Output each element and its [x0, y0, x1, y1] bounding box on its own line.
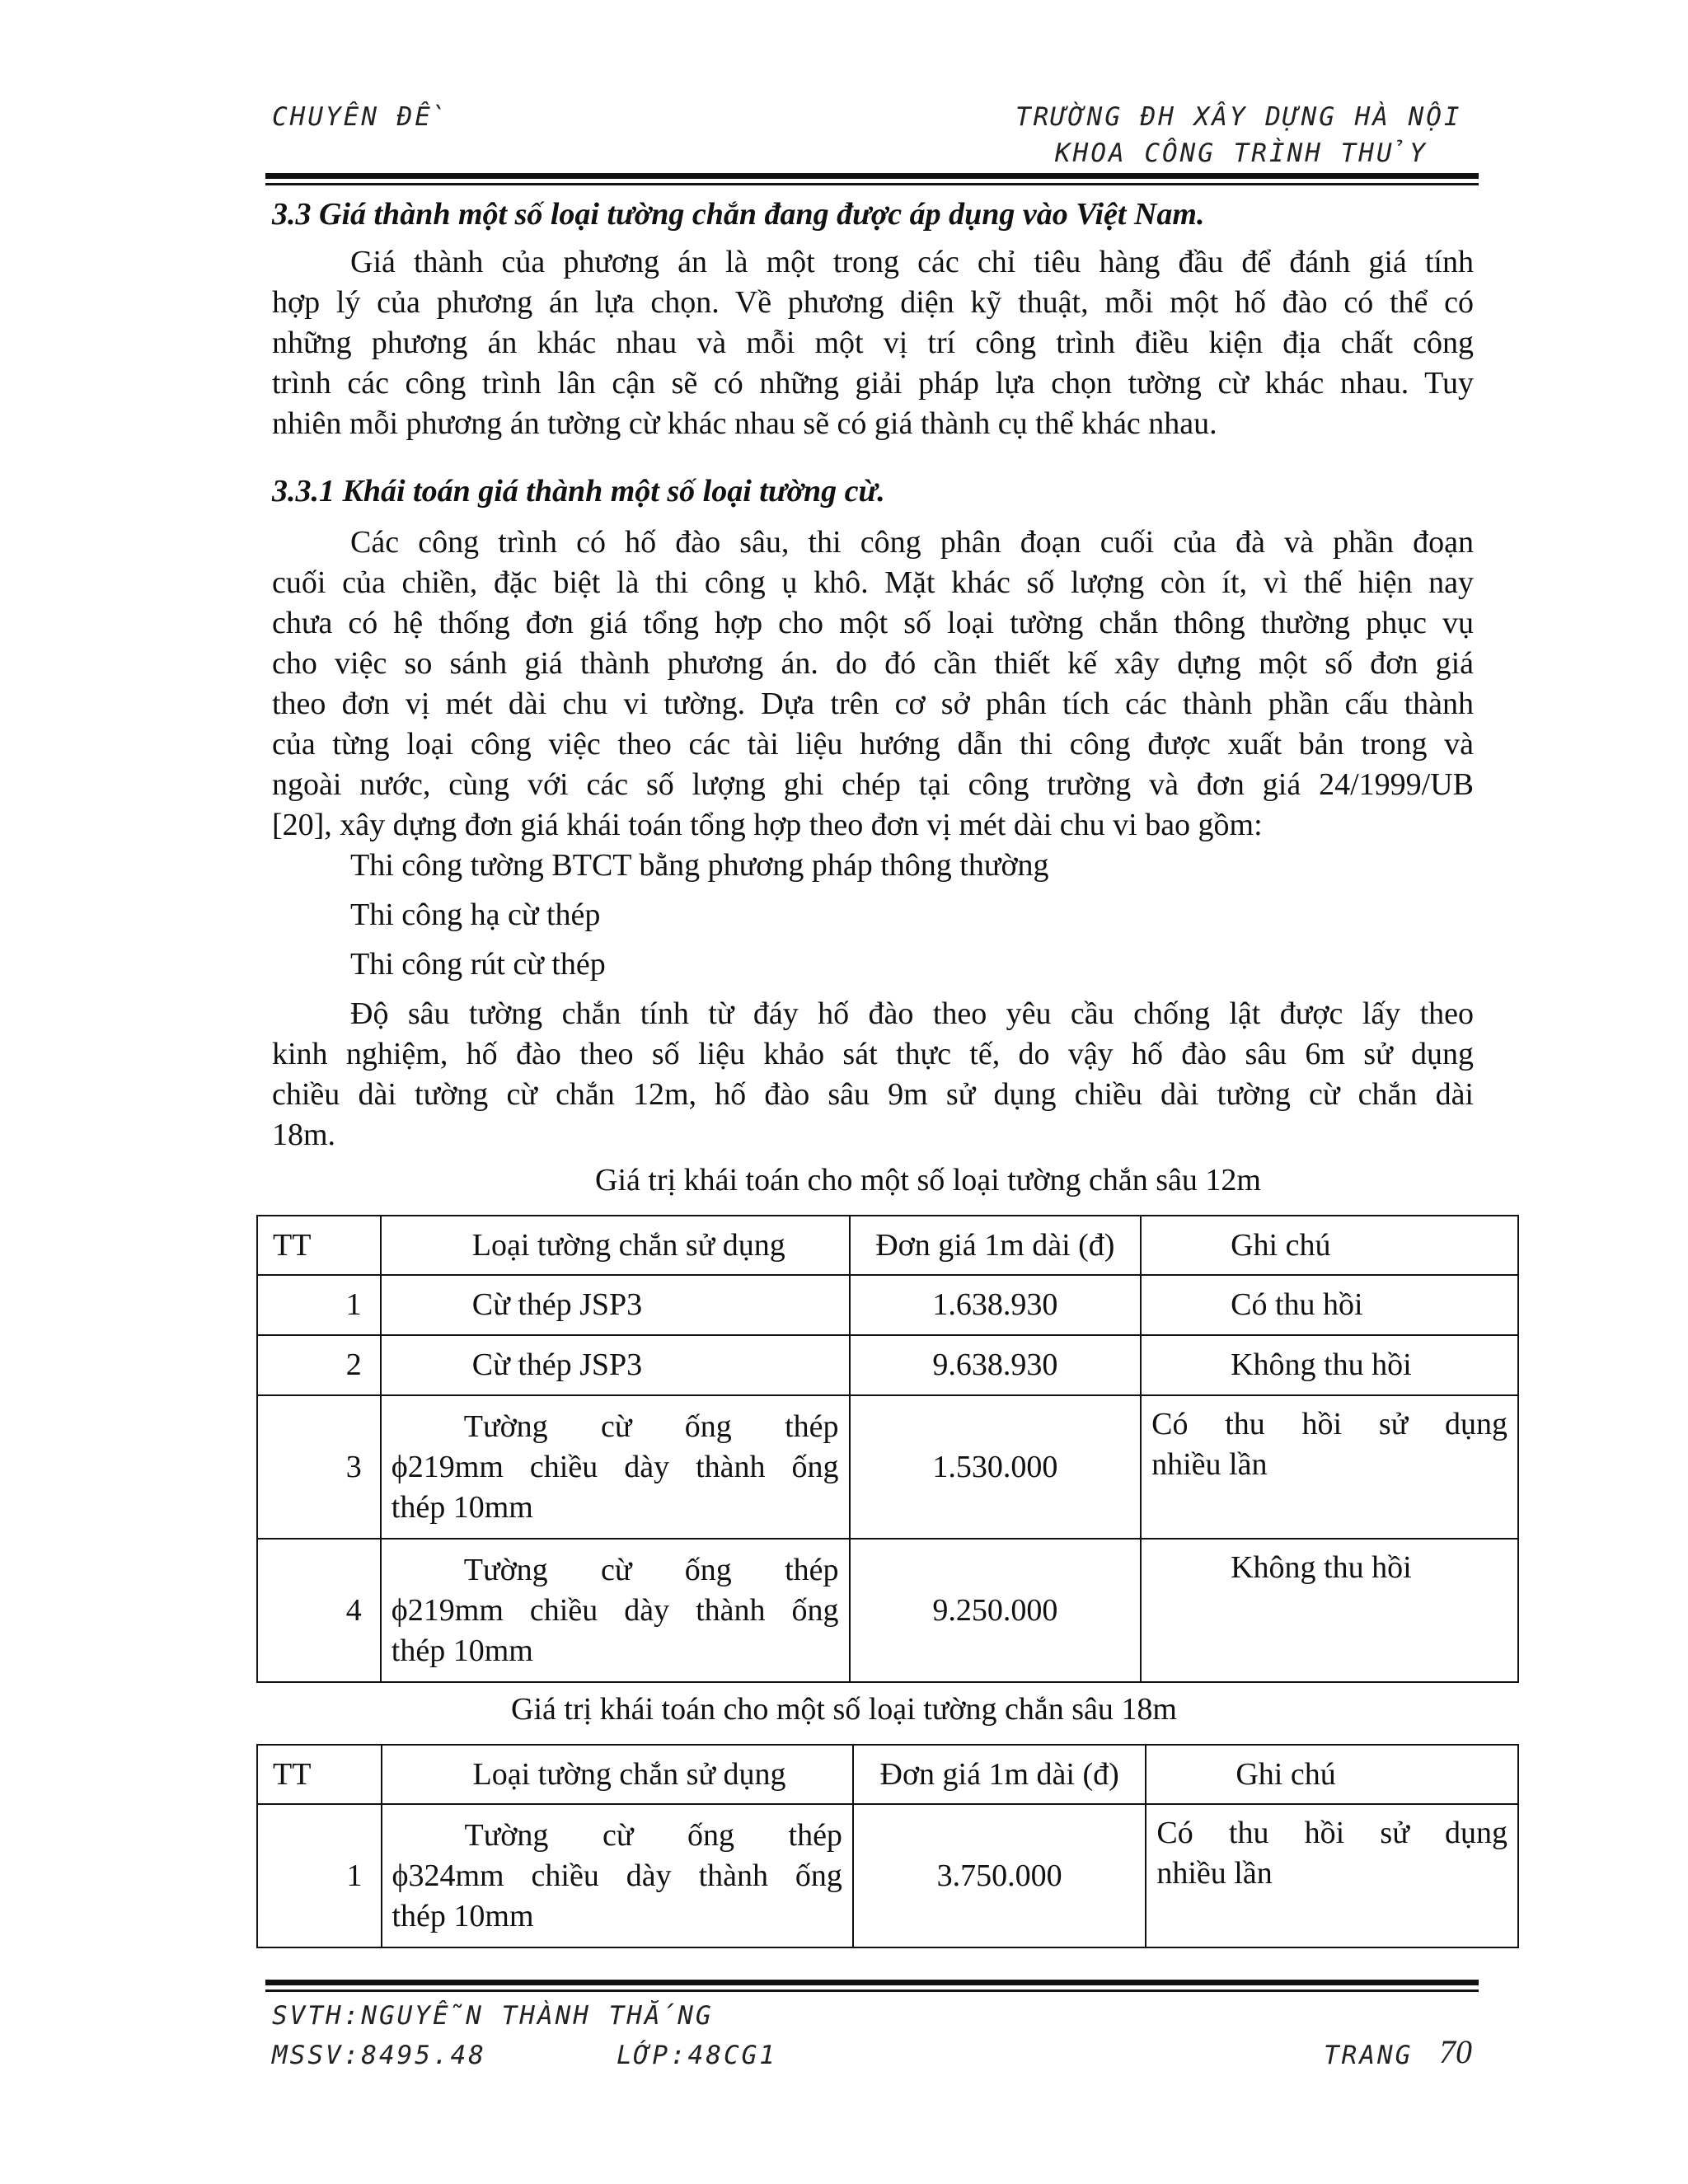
cell-tt: 4 — [257, 1539, 381, 1682]
subsection-title: 3.3.1 Khái toán giá thành một số loại tường cừ. — [272, 474, 885, 509]
paragraph-line: 18m. — [272, 1118, 336, 1152]
cell-dongia: 3.750.000 — [853, 1804, 1146, 1947]
cell-loai-line: Tường cừ ống thép — [463, 1408, 839, 1444]
cell-loai-line: thép 10mm — [391, 1633, 533, 1668]
paragraph-line: nhiên mỗi phương án tường cừ khác nhau sẽ có giá thành cụ thể khác nhau. — [272, 406, 1217, 441]
footer-mssv: MSSV:8495.48 — [272, 2041, 486, 2070]
header-right-line1: TRƯỜNG ĐH XÂY DỰNG HÀ NỘI — [1015, 102, 1462, 132]
cell-ghichu: Không thu hồi — [1141, 1539, 1518, 1682]
cell-loai-line: thép 10mm — [391, 1489, 533, 1525]
cell-loai-line: ϕ219mm chiều dày thành ống — [391, 1592, 839, 1628]
list-item: Thi công hạ cừ thép — [350, 898, 601, 932]
cell-dongia: 1.638.930 — [850, 1275, 1142, 1335]
header-cell-tt: TT — [257, 1745, 382, 1804]
paragraph-line: trình các công trình lân cận sẽ có những giải pháp lựa chọn tường cừ khác nhau. Tuy — [272, 366, 1474, 401]
footer-rule-thin — [265, 1990, 1479, 1992]
cell-ghichu-line: Có thu hồi sử dụng — [1151, 1407, 1507, 1441]
table-row — [257, 1804, 1518, 1947]
cell-ghichu-line: nhiều lần — [1151, 1447, 1268, 1482]
cell-tt: 2 — [257, 1335, 381, 1395]
paragraph-line: theo đơn vị mét dài chu vi tường. Dựa trên cơ sở phân tích các thành phần cấu thành — [272, 687, 1474, 721]
table-row — [257, 1539, 1518, 1682]
footer-student: SVTH:NGUYỄN THÀNH THẮNG — [272, 2001, 714, 2031]
table-row — [257, 1395, 1518, 1539]
table2-caption: Giá trị khái toán cho một số loại tường chắn sâu 18m — [511, 1692, 1177, 1727]
footer-lop: LỚP:48CG1 — [617, 2041, 777, 2070]
cell-dongia: 1.530.000 — [850, 1395, 1142, 1539]
cell-loai-line: Tường cừ ống thép — [463, 1552, 839, 1587]
paragraph-1 — [272, 242, 1474, 444]
paragraph-line: Độ sâu tường chắn tính từ đáy hố đào theo yêu cầu chống lật được lấy theo — [350, 996, 1474, 1031]
cell-loai-line: Tường cừ ống thép — [464, 1817, 842, 1853]
footer-rule-thick — [265, 1980, 1479, 1985]
cell-dongia: 9.638.930 — [850, 1335, 1142, 1395]
paragraph-line: kinh nghiệm, hố đào theo số liệu khảo sát thực tế, do vậy hố đào sâu 6m sử dụng — [272, 1037, 1474, 1071]
header-cell-tt: TT — [257, 1216, 381, 1275]
table-header-row — [257, 1745, 1518, 1804]
header-cell-ghichu: Ghi chú — [1141, 1216, 1518, 1275]
header-cell-loai: Loại tường chắn sử dụng — [382, 1745, 853, 1804]
cell-ghichu-line: Có thu hồi sử dụng — [1156, 1816, 1507, 1850]
paragraph-line: [20], xây dựng đơn giá khái toán tổng hợp theo đơn vị mét dài chu vi bao gồm: — [272, 808, 1263, 842]
table2 — [256, 1744, 1519, 1948]
list-item: Thi công rút cừ thép — [350, 947, 606, 982]
table-row — [257, 1335, 1518, 1395]
cell-loai — [381, 1539, 850, 1682]
table-header-row — [257, 1216, 1518, 1275]
header-rule-thick — [265, 173, 1479, 179]
paragraph-line: cuối của chiền, đặc biệt là thi công ụ khô. Mặt khác số lượng còn ít, vì thế hiện nay — [272, 565, 1474, 600]
paragraph-3 — [272, 994, 1474, 1155]
cell-ghichu: Không thu hồi — [1141, 1335, 1518, 1395]
list-item: Thi công tường BTCT bằng phương pháp thông thường — [350, 848, 1049, 883]
footer-trang-label: TRANG — [1324, 2041, 1414, 2070]
cell-tt: 1 — [257, 1275, 381, 1335]
table1-caption: Giá trị khái toán cho một số loại tường chắn sâu 12m — [595, 1163, 1261, 1197]
header-cell-ghichu: Ghi chú — [1146, 1745, 1518, 1804]
paragraph-2 — [272, 523, 1474, 846]
paragraph-line: hợp lý của phương án lựa chọn. Về phương diện kỹ thuật, mỗi một hố đào có thể có — [272, 285, 1474, 320]
cell-loai: Cừ thép JSP3 — [381, 1275, 850, 1335]
cell-loai — [382, 1804, 853, 1947]
header-cell-loai: Loại tường chắn sử dụng — [381, 1216, 850, 1275]
cell-loai-line: thép 10mm — [392, 1898, 534, 1933]
cell-dongia: 9.250.000 — [850, 1539, 1142, 1682]
cell-loai — [381, 1395, 850, 1539]
section-title: 3.3 Giá thành một số loại tường chắn đang được áp dụng vào Việt Nam. — [272, 197, 1205, 232]
paragraph-line: của từng loại công việc theo các tài liệu hướng dẫn thi công được xuất bản trong và — [272, 727, 1474, 762]
header-right-line2: KHOA CÔNG TRÌNH THỦY — [1055, 138, 1428, 168]
header-cell-dongia: Đơn giá 1m dài (đ) — [850, 1216, 1142, 1275]
header-left: CHUYÊN ĐỀ — [272, 102, 448, 132]
header-rule-thin — [265, 183, 1479, 185]
cell-loai-line: ϕ219mm chiều dày thành ống — [391, 1449, 839, 1484]
cell-tt: 1 — [257, 1804, 382, 1947]
paragraph-line: Giá thành của phương án là một trong các chỉ tiêu hàng đầu để đánh giá tính — [350, 245, 1474, 279]
footer-page-number: 70 — [1439, 2033, 1472, 2070]
cell-ghichu-line: nhiều lần — [1156, 1856, 1273, 1891]
table1 — [256, 1215, 1519, 1683]
table-row — [257, 1275, 1518, 1335]
cell-ghichu — [1141, 1395, 1518, 1539]
paragraph-line: những phương án khác nhau và mỗi một vị trí công trình điều kiện địa chất công — [272, 326, 1474, 360]
paragraph-line: cho việc so sánh giá thành phương án. do đó cần thiết kế xây dựng một số đơn giá — [272, 646, 1474, 681]
header-cell-dongia: Đơn giá 1m dài (đ) — [853, 1745, 1146, 1804]
cell-loai-line: ϕ324mm chiều dày thành ống — [392, 1858, 842, 1893]
cell-ghichu: Có thu hồi — [1141, 1275, 1518, 1335]
paragraph-line: chưa có hệ thống đơn giá tổng hợp cho một số loại tường chắn thông thường phục vụ — [272, 606, 1474, 640]
paragraph-line: ngoài nước, cùng với các số lượng ghi chép tại công trường và đơn giá 24/1999/UB — [272, 767, 1474, 802]
cell-tt: 3 — [257, 1395, 381, 1539]
cell-ghichu — [1146, 1804, 1518, 1947]
cell-loai: Cừ thép JSP3 — [381, 1335, 850, 1395]
paragraph-line: Các công trình có hố đào sâu, thi công phân đoạn cuối của đà và phần đoạn — [350, 525, 1474, 560]
paragraph-line: chiều dài tường cừ chắn 12m, hố đào sâu 9m sử dụng chiều dài tường cừ chắn dài — [272, 1077, 1474, 1112]
